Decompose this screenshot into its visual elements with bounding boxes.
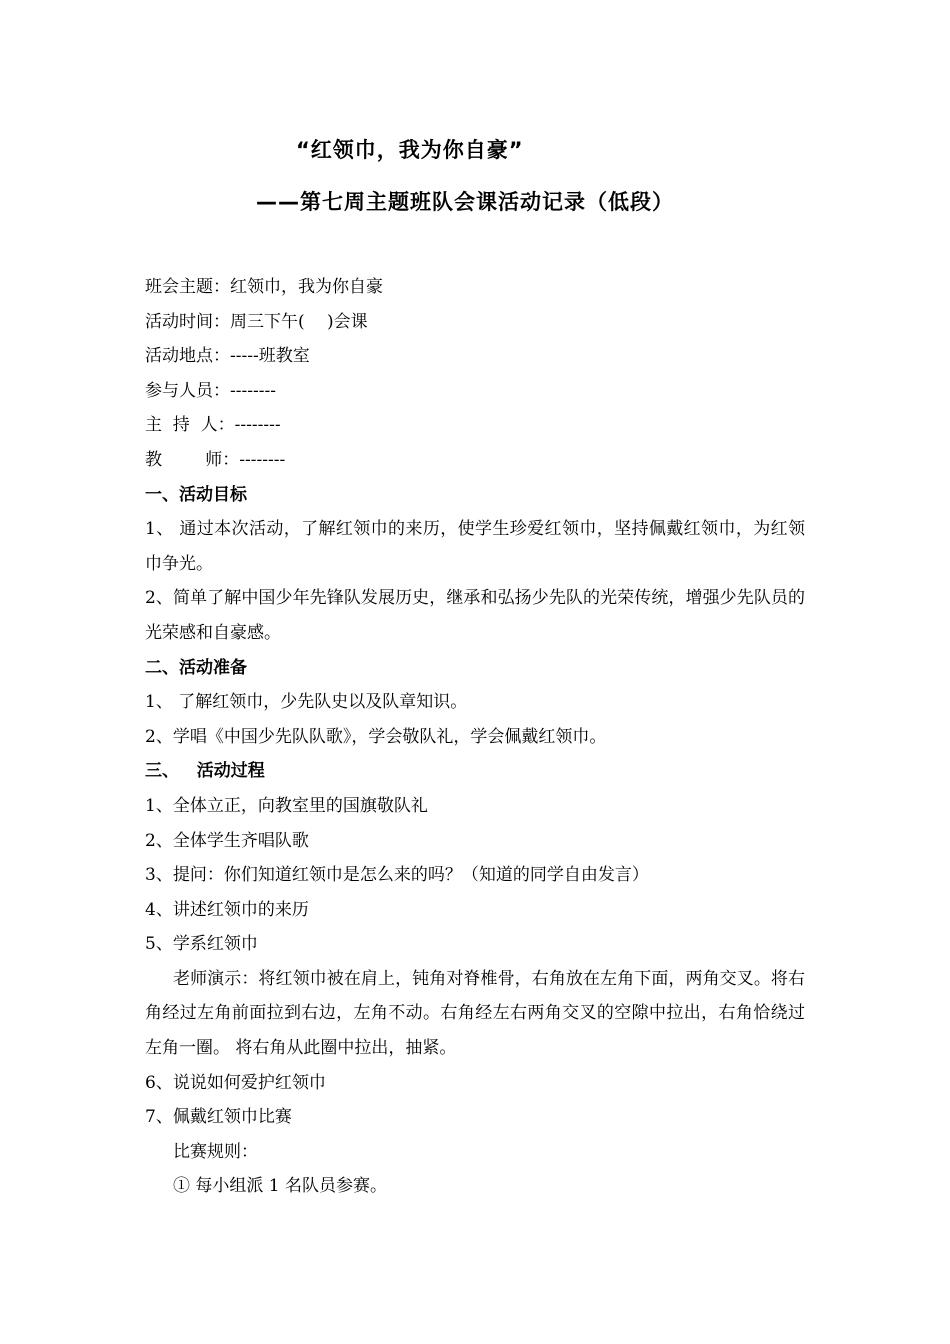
process-step-7: 7、佩戴红领巾比赛 — [145, 1107, 292, 1128]
goal-item-2: 2、简单了解中国少年先锋队发展历史，继承和弘扬少先队的光荣传统，增强少先队员的光荣感和自豪感。 — [145, 588, 805, 643]
info-time: 活动时间：周三下午( )会课 — [145, 311, 368, 332]
process-step-5: 5、学系红领巾 — [145, 934, 258, 955]
process-step-3: 3、提问：你们知道红领巾是怎么来的吗？（知道的同学自由发言） — [145, 865, 649, 886]
document-subtitle: ——第七周主题班队会课活动记录（低段） — [256, 190, 674, 214]
document-title: “红领巾，我为你自豪” — [296, 138, 524, 162]
section-heading-process: 三、 活动过程 — [145, 761, 265, 782]
prep-item-2: 2、学唱《中国少先队队歌》，学会敬队礼，学会佩戴红领巾。 — [145, 726, 607, 747]
document-body — [145, 270, 805, 1204]
process-step-1: 1、全体立正，向教室里的国旗敬队礼 — [145, 795, 428, 816]
process-step-6: 6、说说如何爱护红领巾 — [145, 1072, 326, 1093]
contest-rule-1: ① 每小组派 1 名队员参赛。 — [173, 1176, 388, 1197]
process-step-4: 4、讲述红领巾的来历 — [145, 899, 309, 920]
info-place: 活动地点：-----班教室 — [145, 346, 310, 367]
section-heading-prep: 二、活动准备 — [145, 657, 247, 678]
prep-item-1: 1、 了解红领巾，少先队史以及队章知识。 — [145, 692, 468, 713]
info-teacher: 教 师：-------- — [145, 449, 286, 470]
info-theme: 班会主题：红领巾，我为你自豪 — [145, 277, 383, 297]
contest-rules-label: 比赛规则： — [173, 1141, 258, 1162]
process-step-2: 2、全体学生齐唱队歌 — [145, 830, 309, 851]
goal-item-1: 1、 通过本次活动，了解红领巾的来历，使学生珍爱红领巾，坚持佩戴红领巾，为红领巾争光。 — [145, 519, 805, 574]
section-heading-goals: 一、活动目标 — [145, 484, 247, 505]
info-participants: 参与人员：-------- — [145, 380, 276, 401]
process-step-5-detail: 老师演示：将红领巾被在肩上，钝角对脊椎骨，右角放在左角下面，两角交叉。将右角经过左角前面拉到右边，左角不动。右角经左右两角交叉的空隙中拉出，右角恰绕过左角一圈。 将右角从此圈中拉出，抽紧。 — [145, 968, 805, 1059]
info-host: 主 持 人：-------- — [145, 415, 281, 436]
